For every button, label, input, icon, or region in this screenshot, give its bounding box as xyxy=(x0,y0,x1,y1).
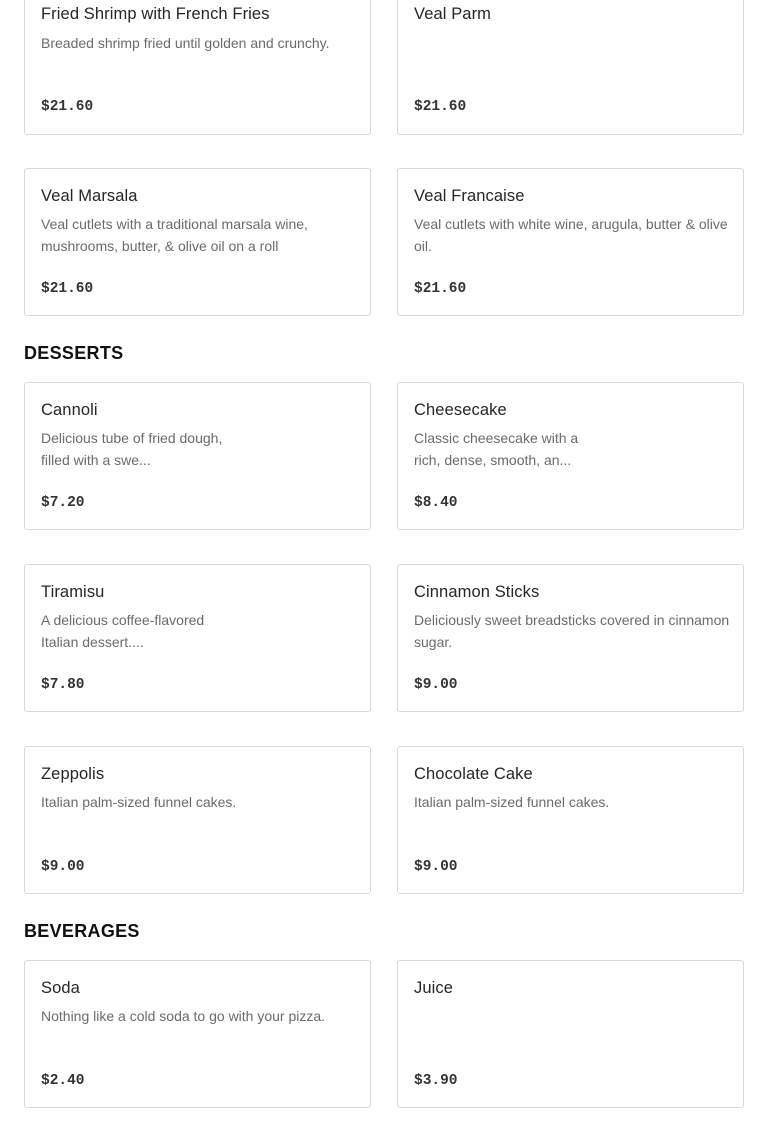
menu-item-description: Italian palm-sized funnel cakes. xyxy=(41,794,237,810)
section-title-beverages: BEVERAGES xyxy=(24,921,140,941)
menu-item-price: $21.60 xyxy=(414,281,467,297)
menu-item-card[interactable] xyxy=(397,564,744,712)
menu-item-description: Deliciously sweet breadsticks covered in cinnamon sugar. xyxy=(414,612,730,650)
menu-item-price: $21.60 xyxy=(414,99,467,115)
menu-item-card[interactable] xyxy=(397,960,744,1108)
menu-item-description: Delicious tube of fried dough, filled with a swe... xyxy=(41,430,223,468)
menu-item-name: Tiramisu xyxy=(41,583,105,601)
menu-item-price: $21.60 xyxy=(41,281,94,297)
menu-item-description: Nothing like a cold soda to go with your pizza. xyxy=(41,1008,326,1024)
menu-item-price: $9.00 xyxy=(414,677,458,693)
menu-item-price: $3.90 xyxy=(414,1073,458,1089)
menu-item-price: $7.20 xyxy=(41,495,85,511)
menu-item-name: Cinnamon Sticks xyxy=(414,583,540,601)
menu-item-price: $9.00 xyxy=(41,859,85,875)
menu-item-card[interactable] xyxy=(397,746,744,894)
menu-item-name: Fried Shrimp with French Fries xyxy=(41,5,270,23)
menu-item-card[interactable] xyxy=(24,0,371,135)
menu-item-card[interactable] xyxy=(397,168,744,316)
menu-item-name: Veal Francaise xyxy=(414,187,525,205)
menu-item-price: $21.60 xyxy=(41,99,94,115)
menu-item-name: Cannoli xyxy=(41,401,98,419)
menu-item-card[interactable] xyxy=(24,168,371,316)
menu-item-name: Juice xyxy=(414,979,454,997)
menu-item-card[interactable] xyxy=(397,0,744,135)
menu-item-price: $7.80 xyxy=(41,677,85,693)
menu-item-description: A delicious coffee-flavored Italian dessert.... xyxy=(41,612,205,650)
menu-item-description: Veal cutlets with a traditional marsala wine, mushrooms, butter, & olive oil on a roll xyxy=(41,216,308,254)
menu-item-name: Veal Marsala xyxy=(41,187,138,205)
menu-item-price: $2.40 xyxy=(41,1073,85,1089)
menu-item-price: $8.40 xyxy=(414,495,458,511)
menu-item-description: Classic cheesecake with a rich, dense, smooth, an... xyxy=(414,430,579,468)
menu-item-card[interactable] xyxy=(24,746,371,894)
menu-item-description: Breaded shrimp fried until golden and crunchy. xyxy=(41,35,330,51)
menu-item-description: Italian palm-sized funnel cakes. xyxy=(414,794,610,810)
menu-item-card[interactable] xyxy=(24,382,371,530)
menu-item-name: Cheesecake xyxy=(414,401,507,419)
menu-item-name: Veal Parm xyxy=(414,5,492,23)
section-title-desserts: DESSERTS xyxy=(24,343,124,363)
menu-item-card[interactable] xyxy=(397,382,744,530)
menu-item-name: Chocolate Cake xyxy=(414,765,533,783)
menu-item-price: $9.00 xyxy=(414,859,458,875)
menu-item-name: Soda xyxy=(41,979,80,997)
menu-item-card[interactable] xyxy=(24,960,371,1108)
menu-item-description: Veal cutlets with white wine, arugula, butter & olive oil. xyxy=(414,216,728,254)
menu-item-card[interactable] xyxy=(24,564,371,712)
menu-item-name: Zeppolis xyxy=(41,765,105,783)
